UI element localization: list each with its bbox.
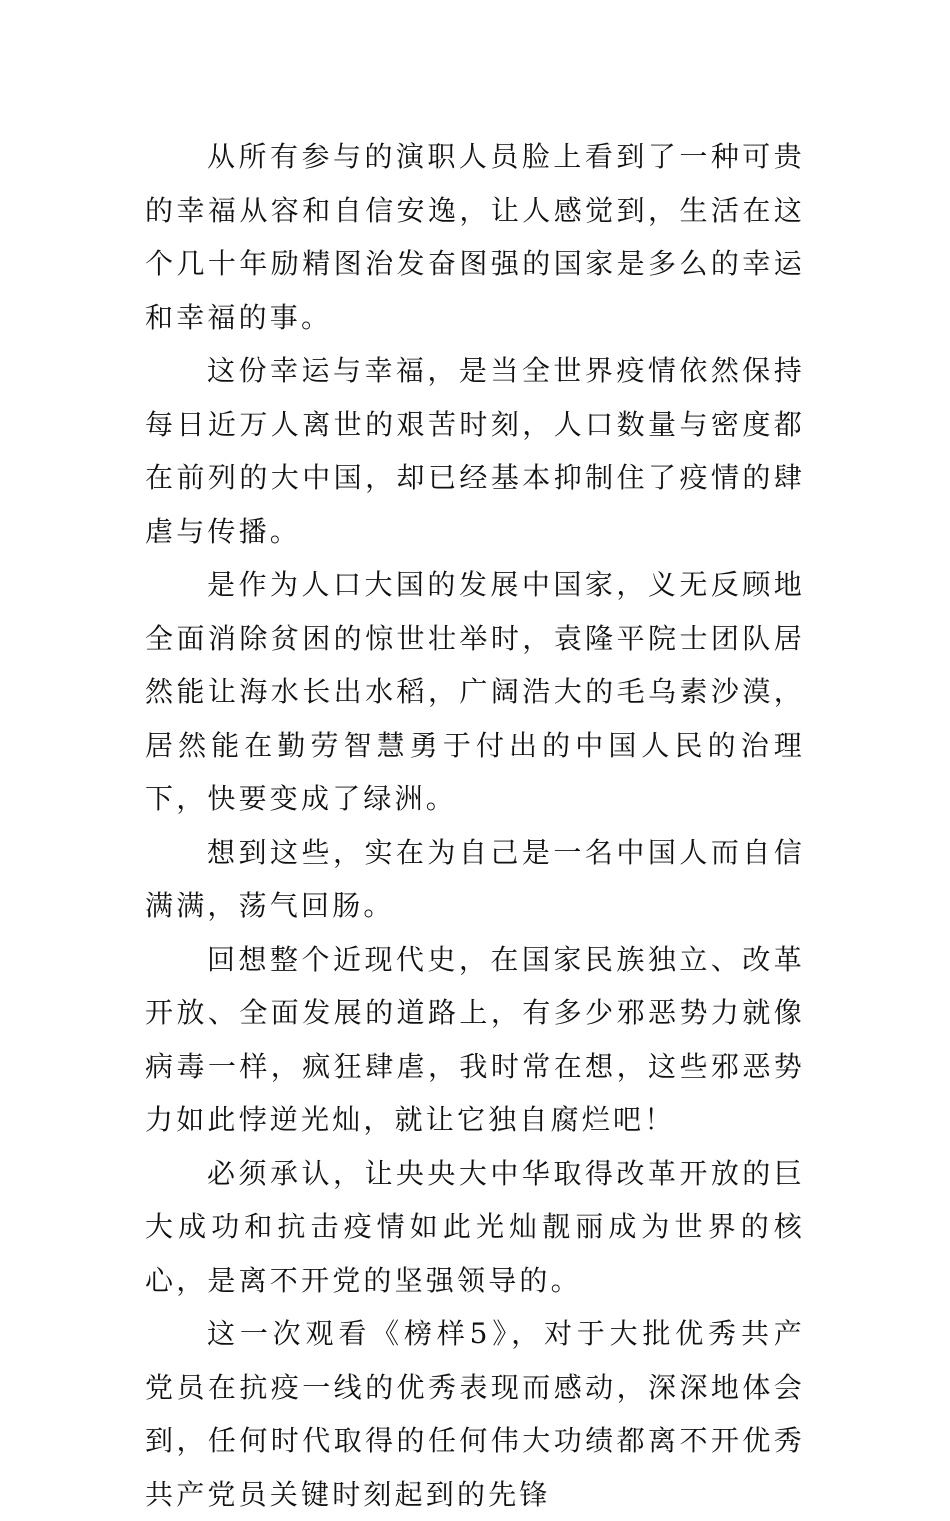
- document-body: [145, 130, 805, 1521]
- paragraph: 想到这些，实在为自己是一名中国人而自信满满，荡气回肠。: [145, 835, 805, 922]
- paragraph: 这份幸运与幸福，是当全世界疫情依然保持每日近万人离世的艰苦时刻，人口数量与密度都在前列的大中国，却已经基本抑制住了疫情的肆虐与传播。: [145, 354, 805, 548]
- paragraph: 是作为人口大国的发展中国家，义无反顾地全面消除贫困的惊世壮举时，袁隆平院士团队居然能让海水长出水稻，广阔浩大的毛乌素沙漠，居然能在勤劳智慧勇于付出的中国人民的治理下，快要变成了绿洲。: [145, 568, 805, 815]
- paragraph: 必须承认，让央央大中华取得改革开放的巨大成功和抗击疫情如此光灿靓丽成为世界的核心，是离不开党的坚强领导的。: [145, 1156, 805, 1297]
- paragraph: 回想整个近现代史，在国家民族独立、改革开放、全面发展的道路上，有多少邪恶势力就像病毒一样，疯狂肆虐，我时常在想，这些邪恶势力如此悖逆光灿，就让它独自腐烂吧！: [145, 942, 805, 1136]
- paragraph: 从所有参与的演职人员脸上看到了一种可贵的幸福从容和自信安逸，让人感觉到，生活在这个几十年励精图治发奋图强的国家是多么的幸运和幸福的事。: [145, 140, 805, 334]
- paragraph: 这一次观看《榜样5》，对于大批优秀共产党员在抗疫一线的优秀表现而感动，深深地体会到，任何时代取得的任何伟大功绩都离不开优秀共产党员关键时刻起到的先锋: [145, 1317, 805, 1511]
